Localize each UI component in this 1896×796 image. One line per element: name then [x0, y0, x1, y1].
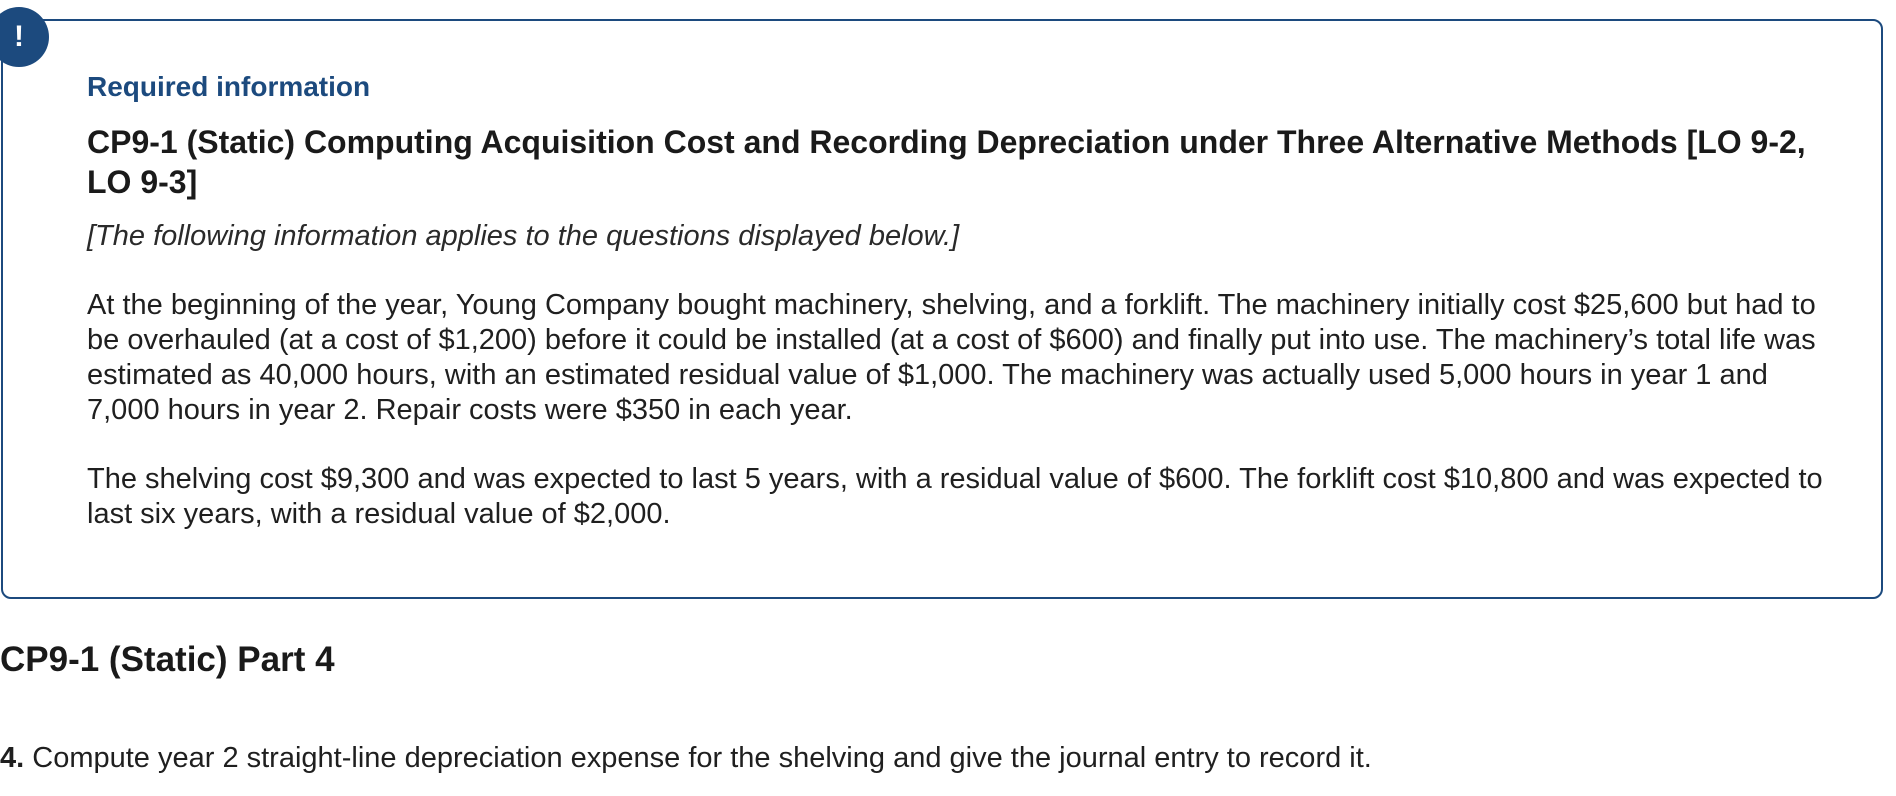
question-body: Compute year 2 straight-line depreciation expense for the shelving and give the journal entry to record it. [24, 742, 1372, 774]
shelving-forklift-paragraph: The shelving cost $9,300 and was expected to last 5 years, with a residual value of $600. The forklift cost $10,800 and was expected to last six years, with a residual value of $2,000. [87, 463, 1823, 530]
required-information-heading: Required information [87, 71, 371, 102]
part-heading: CP9-1 (Static) Part 4 [0, 640, 335, 679]
machinery-paragraph: At the beginning of the year, Young Company bought machinery, shelving, and a forklift. The machinery initially cost $25,600 but had to be overhauled (at a cost of $1,200) before it could be installed (at a cost of $600) and finally put into use. The machinery’s total life was estimated as 40,000 hours, with an estimated residual value of $1,000. The machinery was actually used 5,000 hours in year 1 and 7,000 hours in year 2. Repair costs were $350 in each year. [87, 289, 1816, 426]
problem-title: CP9-1 (Static) Computing Acquisition Cost and Recording Depreciation under Three Alternative Methods [LO 9-2, LO 9-3] [87, 124, 1806, 200]
question-number: 4. [0, 742, 25, 774]
exclamation-icon: ! [0, 7, 49, 67]
required-information-box [1, 19, 1883, 599]
info-box-content [87, 69, 1827, 532]
question-text [0, 740, 1372, 776]
intro-note: [The following information applies to the questions displayed below.] [87, 220, 960, 252]
